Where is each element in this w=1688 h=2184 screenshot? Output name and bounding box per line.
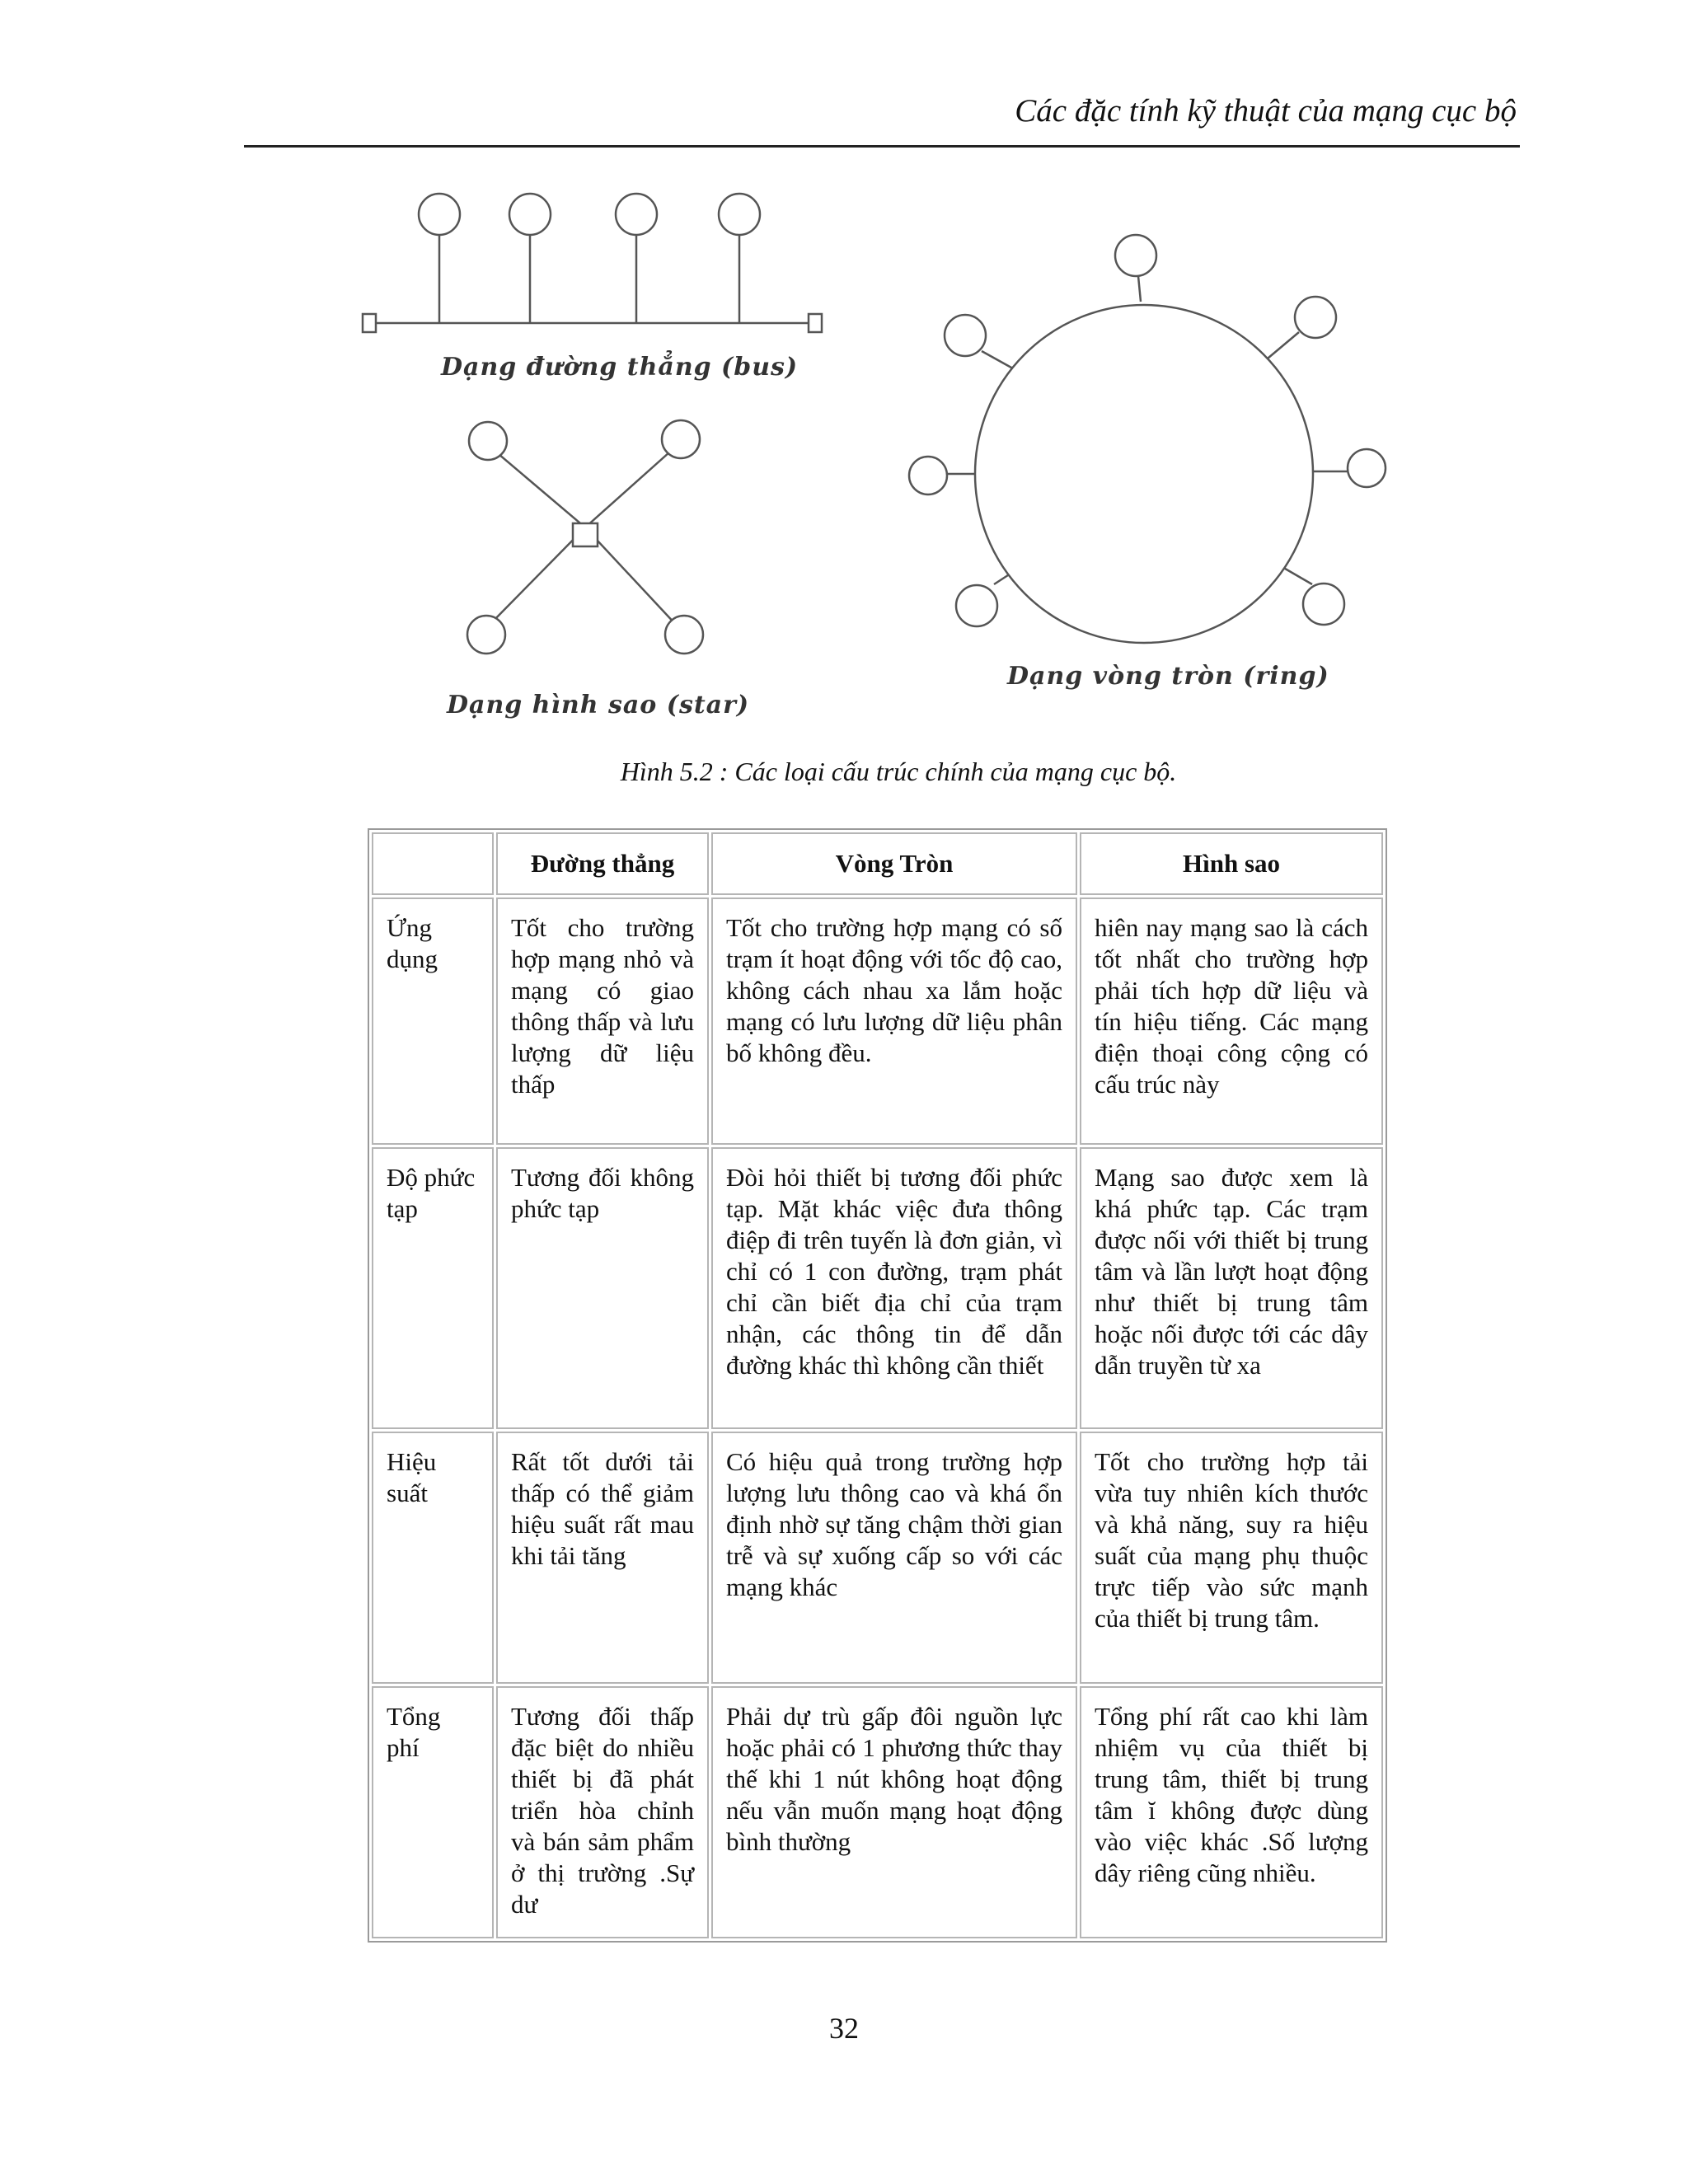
cell-star: Mạng sao được xem là khá phức tạp. Các trạm được nối với thiết bị trung tâm và lần lượt hoạt động như thiết bị trung tâm hoặc nối được tới các dây dẫn truyền từ xa [1080,1147,1383,1429]
table-header-row [372,832,1383,895]
comparison-table [368,828,1387,1943]
figure-caption: Hình 5.2 : Các loại cấu trúc chính của mạng cục bộ. [620,757,1177,786]
table-row [372,1432,1383,1684]
cell-ring: Phải dự trù gấp đôi nguồn lực hoặc phải có 1 phương thức thay thế khi 1 nút không hoạt động nếu vẫn muốn mạng hoạt động bình thường [711,1686,1077,1938]
cell-star: hiên nay mạng sao là cách tốt nhất cho trường hợp phải tích hợp dữ liệu và tín hiệu tiếng. Các mạng điện thoại công cộng có cấu trúc này [1080,898,1383,1145]
header-rule [244,145,1520,148]
header-empty-cell [372,832,494,895]
bus-label: Dạng đường thẳng (bus) [441,353,799,382]
running-header: Các đặc tính kỹ thuật của mạng cục bộ [1015,93,1517,129]
cell-ring: Tốt cho trường hợp mạng có số trạm ít hoạt động với tốc độ cao, không cách nhau xa lắm hoặc mạng có lưu lượng dữ liệu phân bố không đều. [711,898,1077,1145]
header-bus: Đường thẳng [496,832,709,895]
bus-topology-diagram [363,194,822,332]
cell-bus: Tương đối không phức tạp [496,1147,709,1429]
table-row [372,1147,1383,1429]
ring-label: Dạng vòng tròn (ring) [1007,662,1329,691]
topology-figure [354,185,1409,746]
table-row [372,1686,1383,1938]
ring-topology-diagram [909,235,1386,643]
cell-star: Tốt cho trường hợp tải vừa tuy nhiên kích thước và khả năng, suy ra hiệu suất của mạng phụ thuộc trực tiếp vào sức mạnh của thiết bị trung tâm. [1080,1432,1383,1684]
table-row [372,898,1383,1145]
row-label: Ứng dụng [372,898,494,1145]
cell-bus: Tương đối thấp đặc biệt do nhiều thiết bị đã phát triển hòa chỉnh và bán sảm phẩm ở thị trường .Sự dư [496,1686,709,1938]
cell-star: Tổng phí rất cao khi làm nhiệm vụ của thiết bị trung tâm, thiết bị trung tâm ĭ không được dùng vào việc khác .Số lượng dây riêng cũng nhiều. [1080,1686,1383,1938]
header-star: Hình sao [1080,832,1383,895]
page-number: 32 [829,2012,859,2045]
header-ring: Vòng Tròn [711,832,1077,895]
row-label: Hiệu suất [372,1432,494,1684]
cell-ring: Có hiệu quả trong trường hợp lượng lưu thông cao và khá ổn định nhờ sự tăng chậm thời gian trễ và sự xuống cấp so với các mạng khác [711,1432,1077,1684]
row-label: Tổng phí [372,1686,494,1938]
cell-bus: Rất tốt dưới tải thấp có thể giảm hiệu suất rất mau khi tải tăng [496,1432,709,1684]
cell-bus: Tốt cho trường hợp mạng nhỏ và mạng có giao thông thấp và lưu lượng dữ liệu thấp [496,898,709,1145]
cell-ring: Đòi hỏi thiết bị tương đối phức tạp. Mặt khác việc đưa thông điệp đi trên tuyến là đơn giản, vì chỉ có 1 con đường, trạm phát chỉ cần biết địa chỉ của trạm nhận, các thông tin để dẫn đường khác thì không cần thiết [711,1147,1077,1429]
row-label: Độ phức tạp [372,1147,494,1429]
star-label: Dạng hình sao (star) [447,691,750,719]
star-topology-diagram [467,420,703,654]
